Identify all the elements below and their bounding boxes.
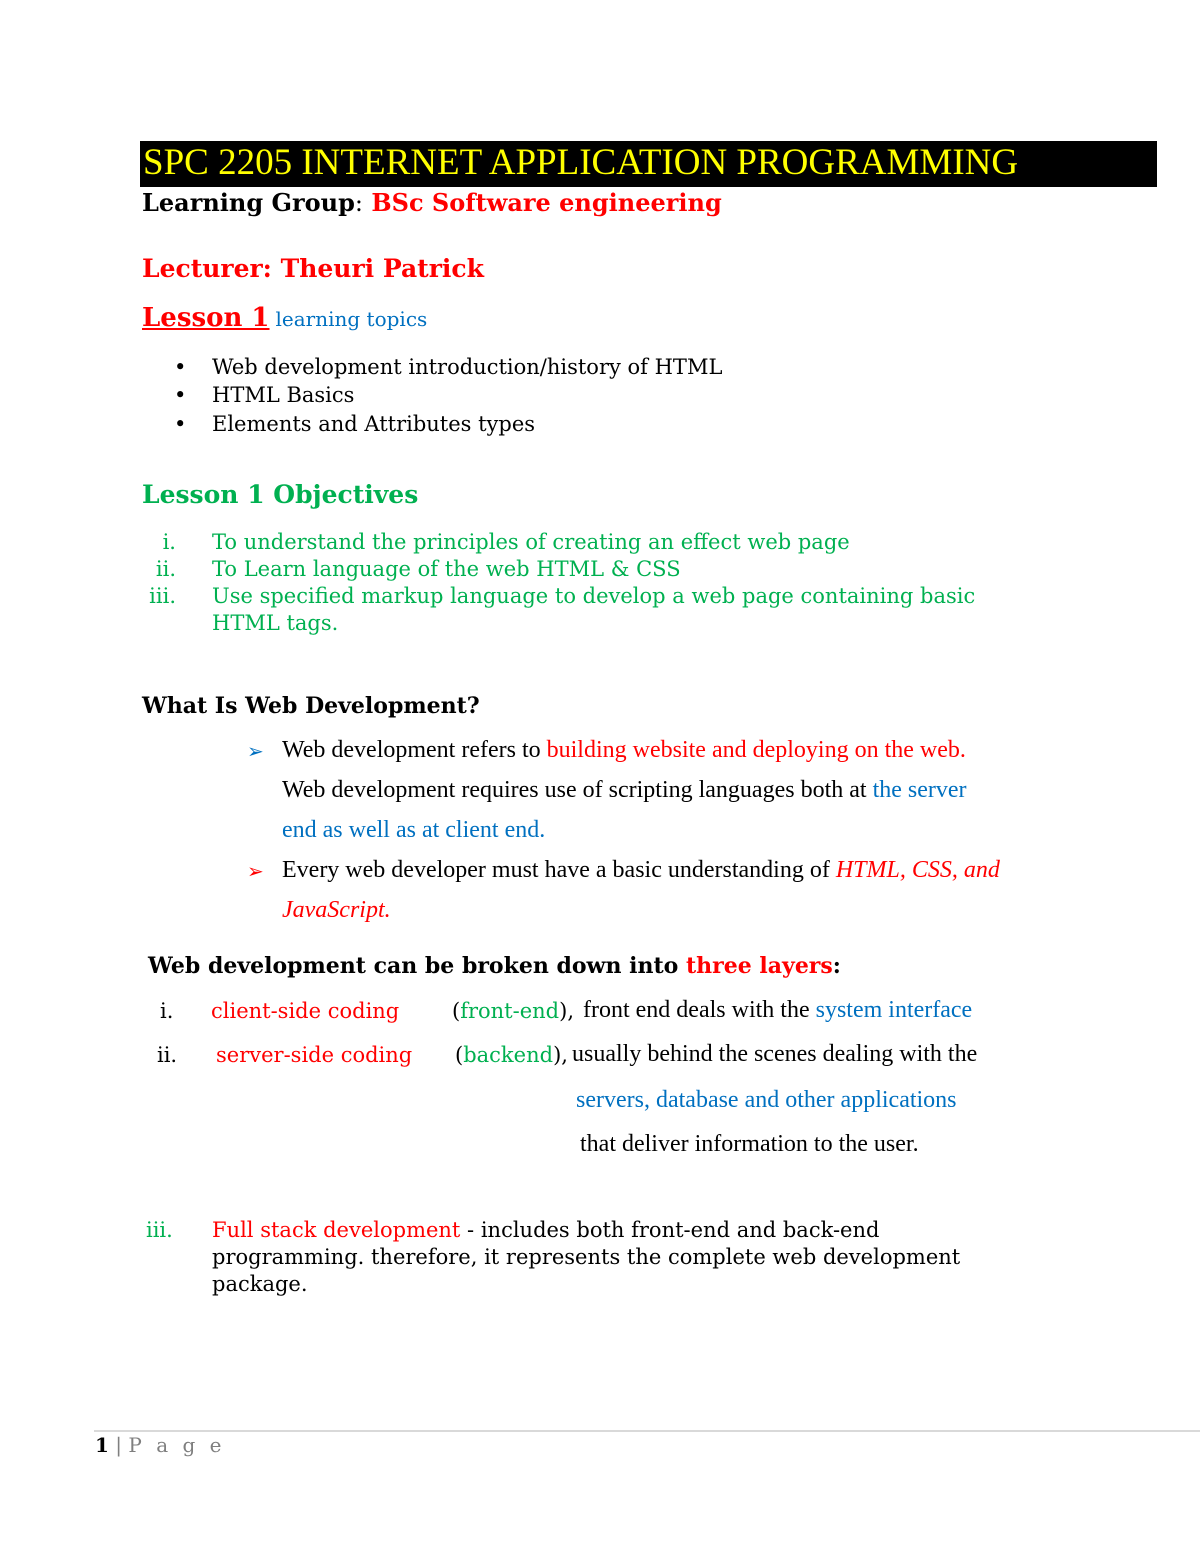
learning-group-label: Learning Group (142, 188, 355, 217)
item-number: iii. (149, 584, 176, 608)
page-number: 1 (95, 1433, 109, 1457)
what-is-heading: What Is Web Development? (142, 693, 480, 719)
document-title: SPC 2205 INTERNET APPLICATION PROGRAMMING (143, 142, 1019, 183)
layer-desc-line-2: servers, database and other applications (576, 1087, 957, 1113)
layer-tag: front-end (460, 999, 560, 1023)
footer-divider (94, 1430, 1200, 1432)
layers-heading-text: Web development can be broken down into (148, 953, 687, 979)
paren: ( (452, 999, 461, 1023)
list-item (0, 412, 1200, 438)
topic-text: HTML Basics (212, 383, 355, 407)
layer-desc-text: - includes both front-end and back-end (460, 1218, 880, 1242)
lesson-heading-line (142, 303, 427, 333)
page-label: P a g e (128, 1433, 226, 1457)
point-text: Every web developer must have a basic understanding of (282, 857, 836, 883)
item-text: Use specified markup language to develop a web page containing basic (212, 584, 976, 608)
point-highlight: HTML, CSS, and (835, 857, 1000, 883)
list-item (0, 355, 1200, 381)
paren: ( (455, 1043, 464, 1067)
item-number: i. (160, 999, 174, 1023)
point-1-line-1 (0, 737, 1200, 769)
footer-separator: | (108, 1433, 129, 1457)
item-number: ii. (155, 557, 176, 581)
list-item (0, 584, 1200, 610)
learning-group (142, 188, 722, 217)
layer-desc-line-3: that deliver information to the user. (580, 1131, 919, 1157)
layers-heading-colon: : (832, 953, 841, 979)
paren: ), (559, 999, 574, 1023)
lesson-topics-label: learning topics (275, 307, 428, 331)
full-stack-line-2: programming. therefore, it represents the complete web development (212, 1245, 961, 1269)
layer-desc-text: front end deals with the (583, 997, 816, 1023)
item-number: iii. (146, 1218, 173, 1242)
page-footer (95, 1433, 225, 1457)
layer-tag: backend (463, 1043, 554, 1067)
bullet-icon: • (174, 355, 187, 379)
learning-group-value: BSc Software engineering (371, 188, 722, 217)
layer-item (0, 999, 1200, 1031)
full-stack-text (212, 1218, 879, 1242)
bullet-icon: • (174, 412, 187, 436)
layer-name: Full stack development (212, 1218, 461, 1242)
layers-heading-highlight: three layers (686, 953, 833, 979)
layer-item (0, 1043, 1200, 1075)
bullet-icon: • (174, 383, 187, 407)
layer-name: server-side coding (216, 1043, 413, 1067)
point-text: Web development requires use of scripting languages both at (282, 777, 873, 803)
point-highlight: the server (872, 777, 967, 803)
topic-text: Web development introduction/history of HTML (212, 355, 723, 379)
point-2-line-1 (0, 857, 1200, 889)
full-stack-line-3: package. (212, 1272, 308, 1296)
list-item (0, 383, 1200, 409)
layer-desc (583, 997, 972, 1024)
layer-desc-text: usually behind the scenes dealing with the (572, 1041, 978, 1067)
point-1-line-2 (282, 777, 967, 804)
layer-item-full-stack (0, 1218, 1200, 1246)
list-item (0, 557, 1200, 583)
item-text: To understand the principles of creating an effect web page (212, 530, 850, 554)
item-number: i. (162, 530, 176, 554)
layer-desc-highlight: system interface (815, 997, 973, 1023)
arrow-bullet-icon: ➢ (247, 859, 264, 883)
point-text: Web development refers to (282, 737, 547, 763)
item-text: To Learn language of the web HTML & CSS (212, 557, 681, 581)
paren: ), (553, 1043, 568, 1067)
objectives-heading: Lesson 1 Objectives (142, 480, 419, 509)
lecturer: Lecturer: Theuri Patrick (142, 254, 484, 283)
item-text: HTML tags. (212, 611, 339, 635)
layer-tag-group (452, 999, 574, 1023)
point-highlight: building website and deploying on the web. (546, 737, 966, 763)
layer-tag-group (455, 1043, 568, 1067)
item-number: ii. (157, 1043, 178, 1067)
arrow-bullet-icon: ➢ (247, 739, 264, 763)
point-2-line-2: JavaScript. (282, 897, 391, 923)
point-1-line-3: end as well as at client end. (282, 817, 546, 843)
list-item (0, 611, 1200, 637)
learning-group-sep: : (354, 189, 363, 217)
lesson-heading: Lesson 1 (142, 303, 270, 333)
list-item (0, 530, 1200, 556)
topic-text: Elements and Attributes types (212, 412, 536, 436)
layer-name: client-side coding (211, 999, 400, 1023)
layers-heading (148, 953, 841, 979)
